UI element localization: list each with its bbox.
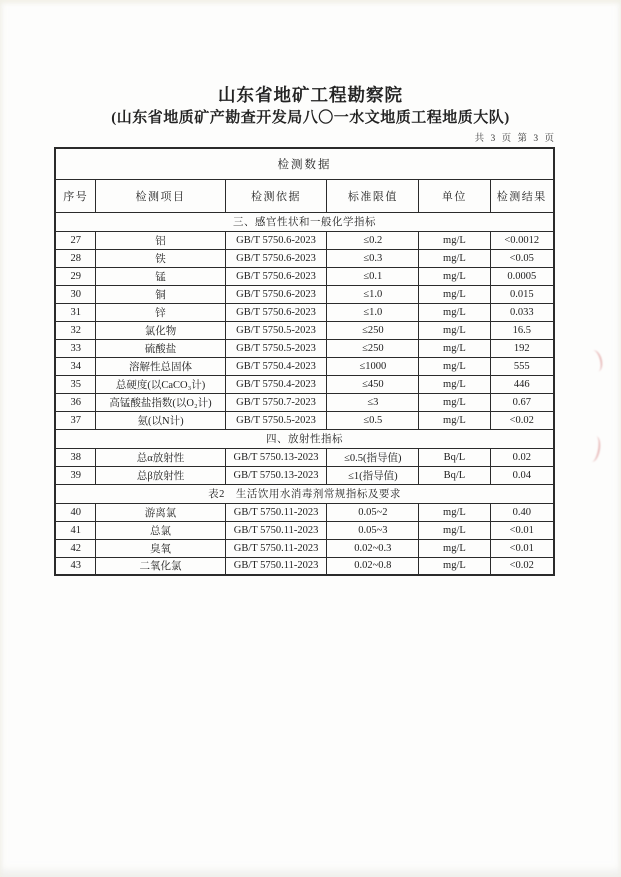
- cell-limit: ≤250: [327, 339, 419, 357]
- cell-limit: ≤250: [327, 321, 419, 339]
- cell-result: 0.40: [490, 503, 554, 521]
- cell-method: GB/T 5750.11-2023: [225, 521, 327, 539]
- cell-result: <0.05: [490, 249, 554, 267]
- cell-method: GB/T 5750.13-2023: [225, 448, 327, 466]
- cell-method: GB/T 5750.7-2023: [225, 393, 327, 411]
- table-row: [55, 393, 554, 411]
- cell-result: 555: [490, 357, 554, 375]
- cell-limit: ≤3: [327, 393, 419, 411]
- cell-seq: 43: [55, 557, 96, 575]
- table-body: [55, 212, 554, 575]
- cell-limit: ≤450: [327, 375, 419, 393]
- cell-unit: mg/L: [419, 249, 490, 267]
- cell-method: GB/T 5750.6-2023: [225, 267, 327, 285]
- cell-item: 氯化物: [96, 321, 225, 339]
- cell-item: 硫酸盐: [96, 339, 225, 357]
- cell-seq: 39: [55, 466, 96, 484]
- cell-seq: 41: [55, 521, 96, 539]
- cell-result: <0.0012: [490, 231, 554, 249]
- cell-seq: 30: [55, 285, 96, 303]
- cell-method: GB/T 5750.4-2023: [225, 375, 327, 393]
- cell-item: 游离氯: [96, 503, 225, 521]
- table-row: [55, 339, 554, 357]
- table-row: [55, 285, 554, 303]
- table-row: [55, 557, 554, 575]
- cell-unit: Bq/L: [419, 448, 490, 466]
- table-row: [55, 357, 554, 375]
- cell-result: <0.01: [490, 539, 554, 557]
- red-seal-fragment-icon: [586, 435, 602, 463]
- cell-result: 0.67: [490, 393, 554, 411]
- cell-unit: mg/L: [419, 303, 490, 321]
- col-header-unit: 单位: [419, 179, 490, 212]
- cell-method: GB/T 5750.6-2023: [225, 249, 327, 267]
- cell-limit: ≤1(指导值): [327, 466, 419, 484]
- cell-result: <0.02: [490, 411, 554, 429]
- cell-limit: ≤1.0: [327, 303, 419, 321]
- cell-seq: 27: [55, 231, 96, 249]
- cell-item: 高锰酸盐指数(以O₂计): [96, 393, 225, 411]
- cell-result: 192: [490, 339, 554, 357]
- cell-seq: 37: [55, 411, 96, 429]
- cell-unit: mg/L: [419, 321, 490, 339]
- cell-unit: mg/L: [419, 285, 490, 303]
- section-header-row: [55, 484, 554, 503]
- table-row: [55, 303, 554, 321]
- col-header-seq: 序号: [55, 179, 96, 212]
- table-row: [55, 375, 554, 393]
- cell-method: GB/T 5750.13-2023: [225, 466, 327, 484]
- cell-method: GB/T 5750.11-2023: [225, 557, 327, 575]
- cell-method: GB/T 5750.6-2023: [225, 231, 327, 249]
- cell-seq: 32: [55, 321, 96, 339]
- cell-limit: ≤1000: [327, 357, 419, 375]
- cell-item: 总氯: [96, 521, 225, 539]
- cell-method: GB/T 5750.11-2023: [225, 503, 327, 521]
- col-header-limit: 标准限值: [327, 179, 419, 212]
- cell-result: <0.01: [490, 521, 554, 539]
- col-header-method: 检测依据: [225, 179, 327, 212]
- organization-title: 山东省地矿工程勘察院: [218, 85, 403, 105]
- cell-seq: 31: [55, 303, 96, 321]
- cell-limit: ≤0.5: [327, 411, 419, 429]
- table-row: [55, 466, 554, 484]
- section-header-label: 表2 生活饮用水消毒剂常规指标及要求: [55, 484, 554, 503]
- section-header-label: 四、放射性指标: [55, 429, 554, 448]
- cell-seq: 34: [55, 357, 96, 375]
- cell-method: GB/T 5750.6-2023: [225, 303, 327, 321]
- cell-limit: 0.02~0.8: [327, 557, 419, 575]
- cell-item: 总β放射性: [96, 466, 225, 484]
- cell-unit: mg/L: [419, 503, 490, 521]
- cell-item: 锌: [96, 303, 225, 321]
- cell-unit: mg/L: [419, 357, 490, 375]
- table-row: [55, 539, 554, 557]
- section-header-row: [55, 429, 554, 448]
- cell-item: 总α放射性: [96, 448, 225, 466]
- cell-seq: 33: [55, 339, 96, 357]
- cell-unit: mg/L: [419, 539, 490, 557]
- cell-unit: mg/L: [419, 231, 490, 249]
- section-header-row: [55, 212, 554, 231]
- cell-result: <0.02: [490, 557, 554, 575]
- cell-unit: Bq/L: [419, 466, 490, 484]
- cell-item: 铜: [96, 285, 225, 303]
- cell-seq: 36: [55, 393, 96, 411]
- cell-method: GB/T 5750.6-2023: [225, 285, 327, 303]
- red-seal-fragment-icon: [587, 349, 605, 373]
- table-title-row: [55, 148, 554, 179]
- table-row: [55, 448, 554, 466]
- cell-method: GB/T 5750.5-2023: [225, 411, 327, 429]
- col-header-result: 检测结果: [490, 179, 554, 212]
- table-row: [55, 321, 554, 339]
- cell-unit: mg/L: [419, 339, 490, 357]
- cell-seq: 28: [55, 249, 96, 267]
- cell-method: GB/T 5750.5-2023: [225, 339, 327, 357]
- cell-unit: mg/L: [419, 375, 490, 393]
- cell-item: 总硬度(以CaCO₃计): [96, 375, 225, 393]
- cell-method: GB/T 5750.11-2023: [225, 539, 327, 557]
- cell-limit: 0.05~3: [327, 521, 419, 539]
- test-data-table: [54, 147, 555, 576]
- cell-limit: 0.02~0.3: [327, 539, 419, 557]
- cell-item: 二氧化氯: [96, 557, 225, 575]
- cell-item: 铝: [96, 231, 225, 249]
- table-row: [55, 521, 554, 539]
- cell-seq: 40: [55, 503, 96, 521]
- table-header-row: [55, 179, 554, 212]
- table-row: [55, 249, 554, 267]
- table-row: [55, 267, 554, 285]
- cell-limit: ≤1.0: [327, 285, 419, 303]
- table-row: [55, 503, 554, 521]
- cell-result: 0.015: [490, 285, 554, 303]
- cell-seq: 35: [55, 375, 96, 393]
- cell-seq: 42: [55, 539, 96, 557]
- section-header-label: 三、感官性状和一般化学指标: [55, 212, 554, 231]
- table-row: [55, 411, 554, 429]
- cell-unit: mg/L: [419, 557, 490, 575]
- cell-result: 0.02: [490, 448, 554, 466]
- cell-result: 0.033: [490, 303, 554, 321]
- cell-limit: ≤0.5(指导值): [327, 448, 419, 466]
- cell-result: 16.5: [490, 321, 554, 339]
- cell-limit: ≤0.2: [327, 231, 419, 249]
- cell-item: 铁: [96, 249, 225, 267]
- cell-seq: 29: [55, 267, 96, 285]
- cell-unit: mg/L: [419, 411, 490, 429]
- cell-item: 锰: [96, 267, 225, 285]
- cell-seq: 38: [55, 448, 96, 466]
- cell-item: 氨(以N计): [96, 411, 225, 429]
- table-row: [55, 231, 554, 249]
- cell-result: 0.0005: [490, 267, 554, 285]
- table-title: 检测数据: [55, 148, 554, 179]
- cell-unit: mg/L: [419, 267, 490, 285]
- col-header-item: 检测项目: [96, 179, 225, 212]
- organization-subtitle: (山东省地质矿产勘查开发局八〇一水文地质工程地质大队): [111, 110, 510, 126]
- cell-item: 臭氧: [96, 539, 225, 557]
- cell-result: 0.04: [490, 466, 554, 484]
- document-header: [0, 0, 621, 130]
- cell-limit: ≤0.3: [327, 249, 419, 267]
- page-number-label: 共 3 页 第 3 页: [474, 134, 556, 144]
- cell-method: GB/T 5750.4-2023: [225, 357, 327, 375]
- cell-limit: 0.05~2: [327, 503, 419, 521]
- cell-item: 溶解性总固体: [96, 357, 225, 375]
- cell-unit: mg/L: [419, 521, 490, 539]
- cell-unit: mg/L: [419, 393, 490, 411]
- cell-result: 446: [490, 375, 554, 393]
- cell-limit: ≤0.1: [327, 267, 419, 285]
- cell-method: GB/T 5750.5-2023: [225, 321, 327, 339]
